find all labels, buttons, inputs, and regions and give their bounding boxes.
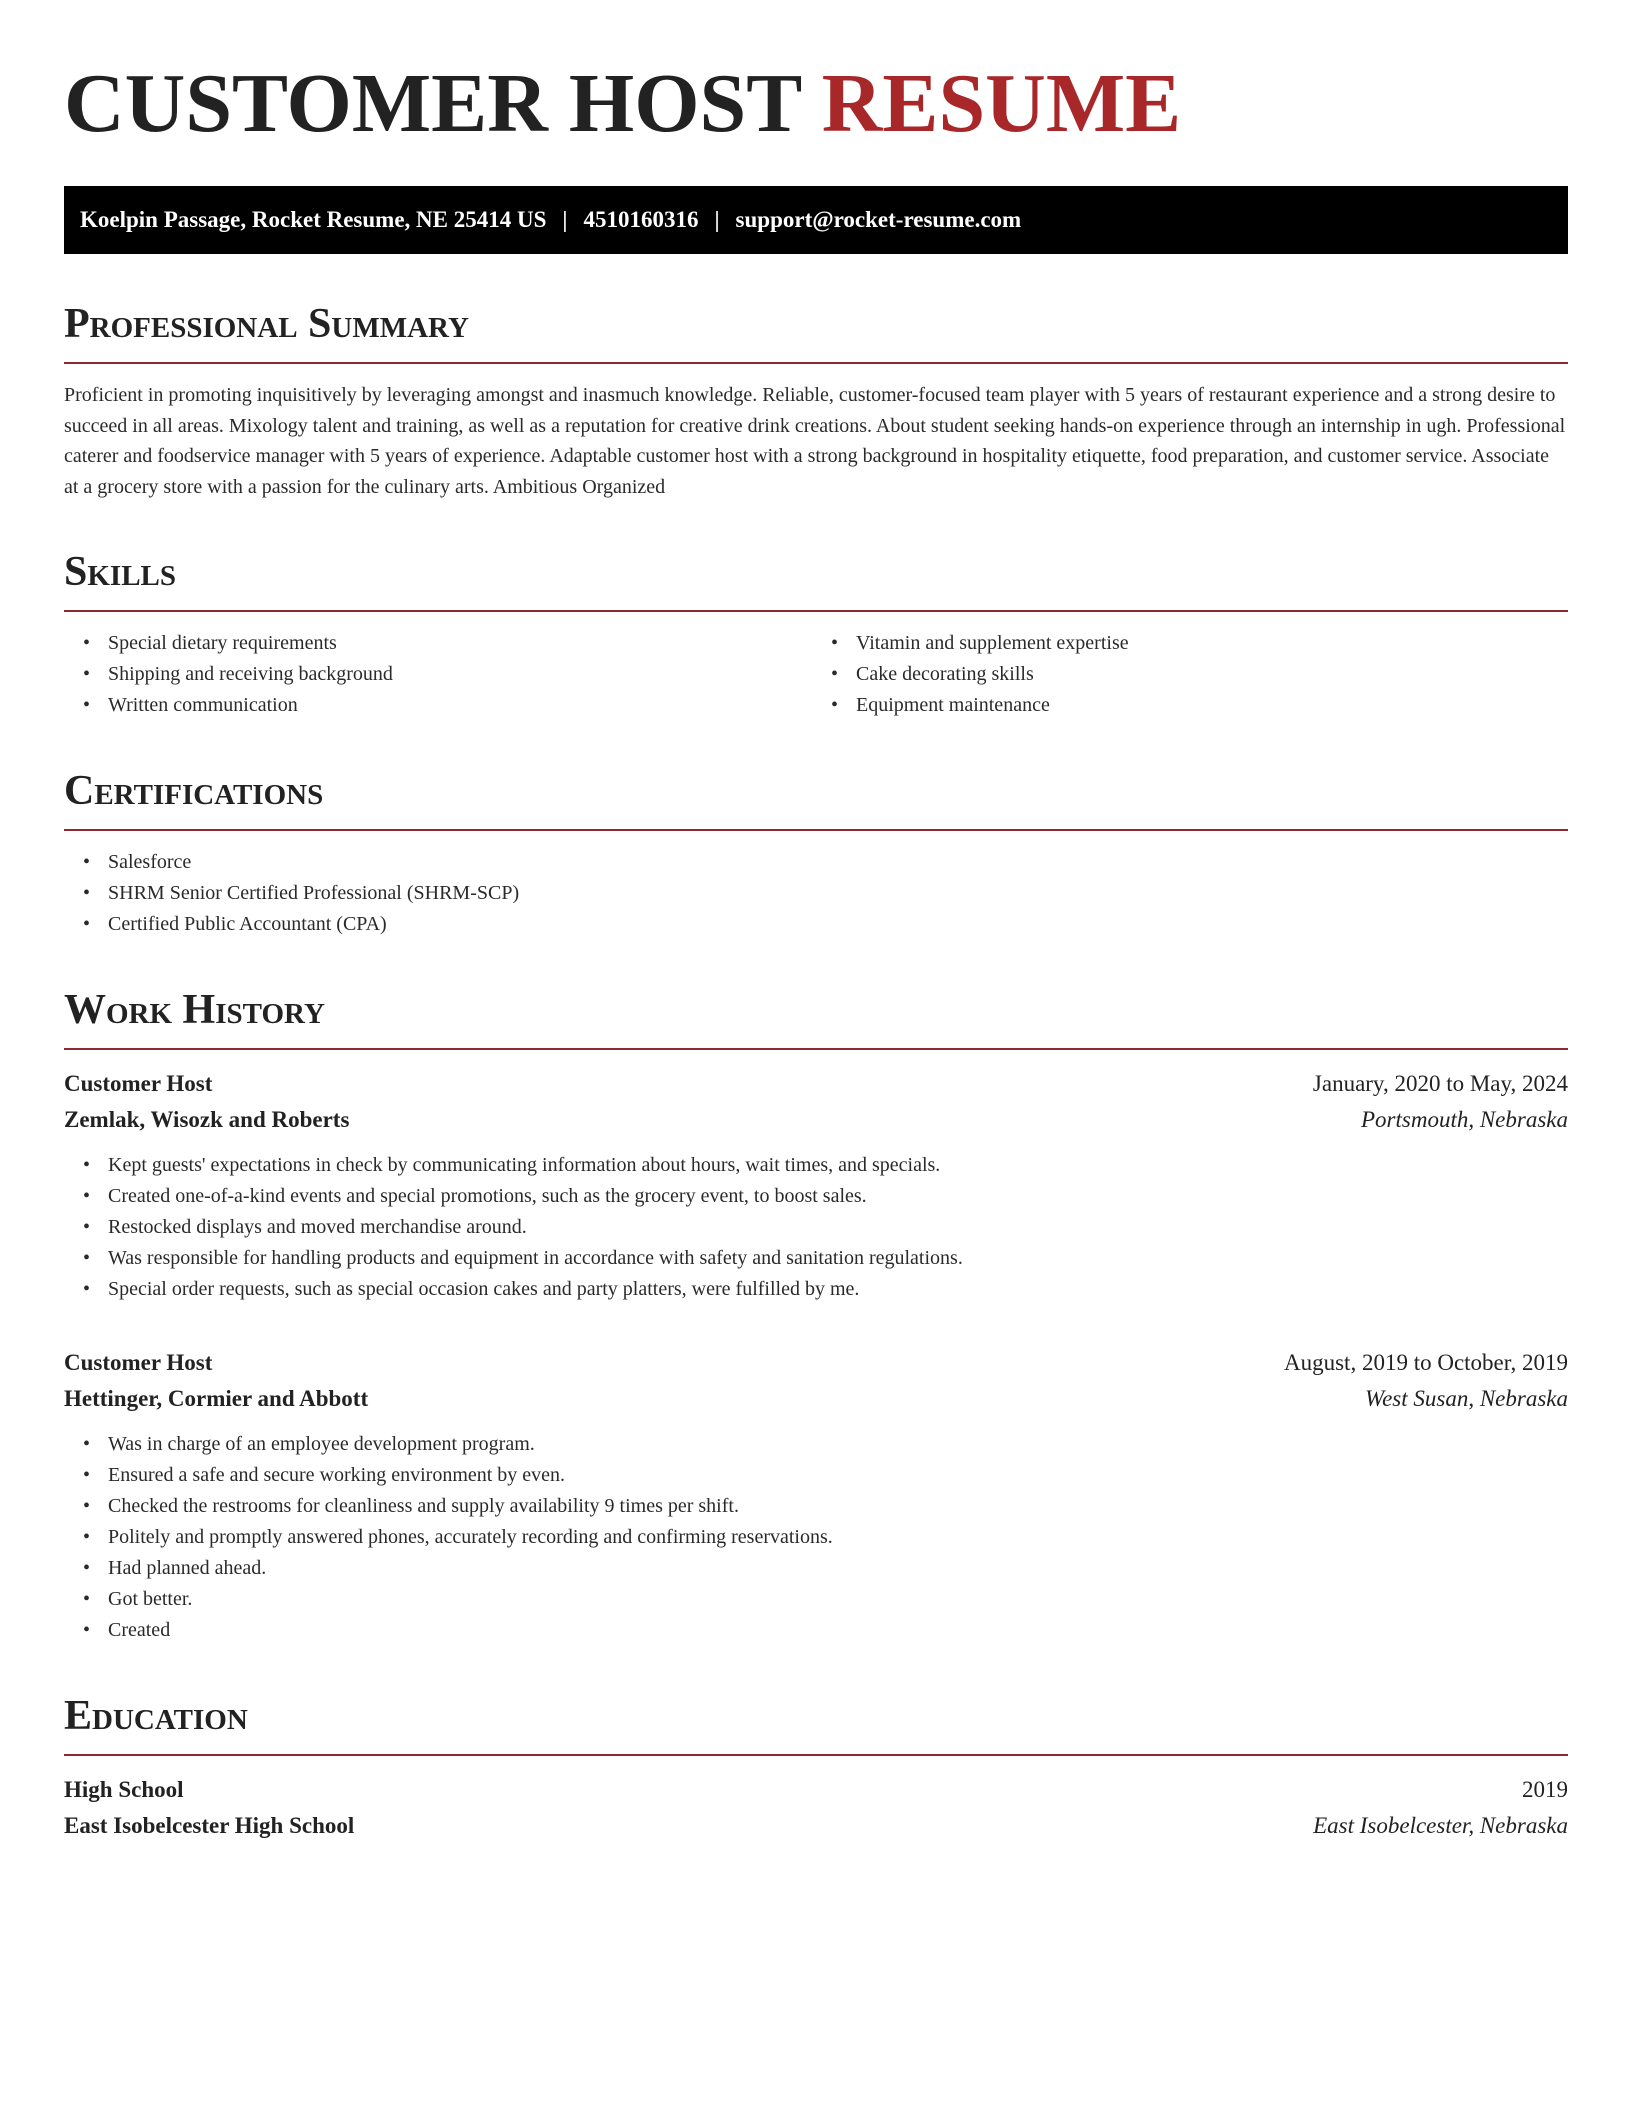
- education-degree: High School: [64, 1777, 184, 1802]
- job-company: Hettinger, Cormier and Abbott: [64, 1386, 369, 1411]
- skill-item: • Shipping and receiving background: [108, 659, 816, 690]
- education-entry: [64, 1772, 1568, 1844]
- summary-heading: Professional Summary: [64, 298, 1568, 364]
- education-location: East Isobelcester, Nebraska: [1313, 1813, 1568, 1838]
- job-company: Zemlak, Wisozk and Roberts: [64, 1107, 350, 1132]
- job-entry: [64, 1066, 1568, 1305]
- certification-item: • Certified Public Accountant (CPA): [108, 909, 1568, 940]
- contact-separator: |: [714, 207, 720, 232]
- skills-list: [64, 612, 1568, 721]
- certifications-list: [64, 847, 1568, 940]
- job-duty-item: • Politely and promptly answered phones, accurately recording and confirming reservations.: [108, 1522, 1568, 1553]
- skills-column-left: [64, 628, 816, 721]
- certifications-heading: Certifications: [64, 765, 1568, 831]
- job-duty-item: • Got better.: [108, 1584, 1568, 1615]
- job-duty-item: • Checked the restrooms for cleanliness and supply availability 9 times per shift.: [108, 1491, 1568, 1522]
- skills-column-right: [816, 628, 1568, 721]
- job-entry: [64, 1345, 1568, 1646]
- title-accent: RESUME: [821, 57, 1182, 150]
- skill-item: • Equipment maintenance: [856, 690, 1568, 721]
- education-heading: Education: [64, 1690, 1568, 1756]
- job-location: West Susan, Nebraska: [1365, 1386, 1568, 1411]
- job-role: Customer Host: [64, 1350, 213, 1375]
- contact-address: Koelpin Passage, Rocket Resume, NE 25414 US: [80, 207, 547, 232]
- job-duty-item: • Created one-of-a-kind events and special promotions, such as the grocery event, to boost sales.: [108, 1181, 1568, 1212]
- job-duties: [64, 1150, 1568, 1305]
- certification-item: • Salesforce: [108, 847, 1568, 878]
- job-duty-item: • Was responsible for handling products and equipment in accordance with safety and sanitation regulations.: [108, 1243, 1568, 1274]
- skill-item: • Special dietary requirements: [108, 628, 816, 659]
- education-school: East Isobelcester High School: [64, 1813, 355, 1838]
- skill-item: • Written communication: [108, 690, 816, 721]
- job-dates: August, 2019 to October, 2019: [1284, 1350, 1568, 1375]
- summary-text: Proficient in promoting inquisitively by leveraging amongst and inasmuch knowledge. Reliable, customer-focused team player with 5 years of restaurant experience and a strong desire to succeed in all areas. Mixology talent and training, as well as a reputation for creative drink creations. About student seeking hands-on experience through an internship in ugh. Professional caterer and foodservice manager with 5 years of experience. Adaptable customer host with a strong background in hospitality etiquette, food preparation, and customer service. Associate at a grocery store with a passion for the culinary arts. Ambitious Organized: [64, 384, 1566, 498]
- job-role: Customer Host: [64, 1071, 213, 1096]
- skills-heading: Skills: [64, 546, 1568, 612]
- work-history-heading: Work History: [64, 984, 1568, 1050]
- resume-title: [64, 56, 1568, 152]
- contact-separator: |: [562, 207, 568, 232]
- skill-item: • Vitamin and supplement expertise: [856, 628, 1568, 659]
- job-duty-item: • Kept guests' expectations in check by communicating information about hours, wait times, and specials.: [108, 1150, 1568, 1181]
- job-duties: [64, 1429, 1568, 1646]
- job-duty-item: • Special order requests, such as special occasion cakes and party platters, were fulfilled by me.: [108, 1274, 1568, 1305]
- education-year: 2019: [1522, 1777, 1568, 1802]
- certification-item: • SHRM Senior Certified Professional (SHRM-SCP): [108, 878, 1568, 909]
- job-duty-item: • Was in charge of an employee development program.: [108, 1429, 1568, 1460]
- contact-email: support@rocket-resume.com: [735, 207, 1022, 232]
- job-duty-item: • Ensured a safe and secure working environment by even.: [108, 1460, 1568, 1491]
- contact-phone: 4510160316: [583, 207, 699, 232]
- skill-item: • Cake decorating skills: [856, 659, 1568, 690]
- title-main: CUSTOMER HOST: [64, 57, 801, 150]
- job-duty-item: • Created: [108, 1615, 1568, 1646]
- job-dates: January, 2020 to May, 2024: [1312, 1071, 1568, 1096]
- job-duty-item: • Had planned ahead.: [108, 1553, 1568, 1584]
- job-duty-item: • Restocked displays and moved merchandise around.: [108, 1212, 1568, 1243]
- job-location: Portsmouth, Nebraska: [1361, 1107, 1568, 1132]
- contact-bar: [64, 186, 1568, 254]
